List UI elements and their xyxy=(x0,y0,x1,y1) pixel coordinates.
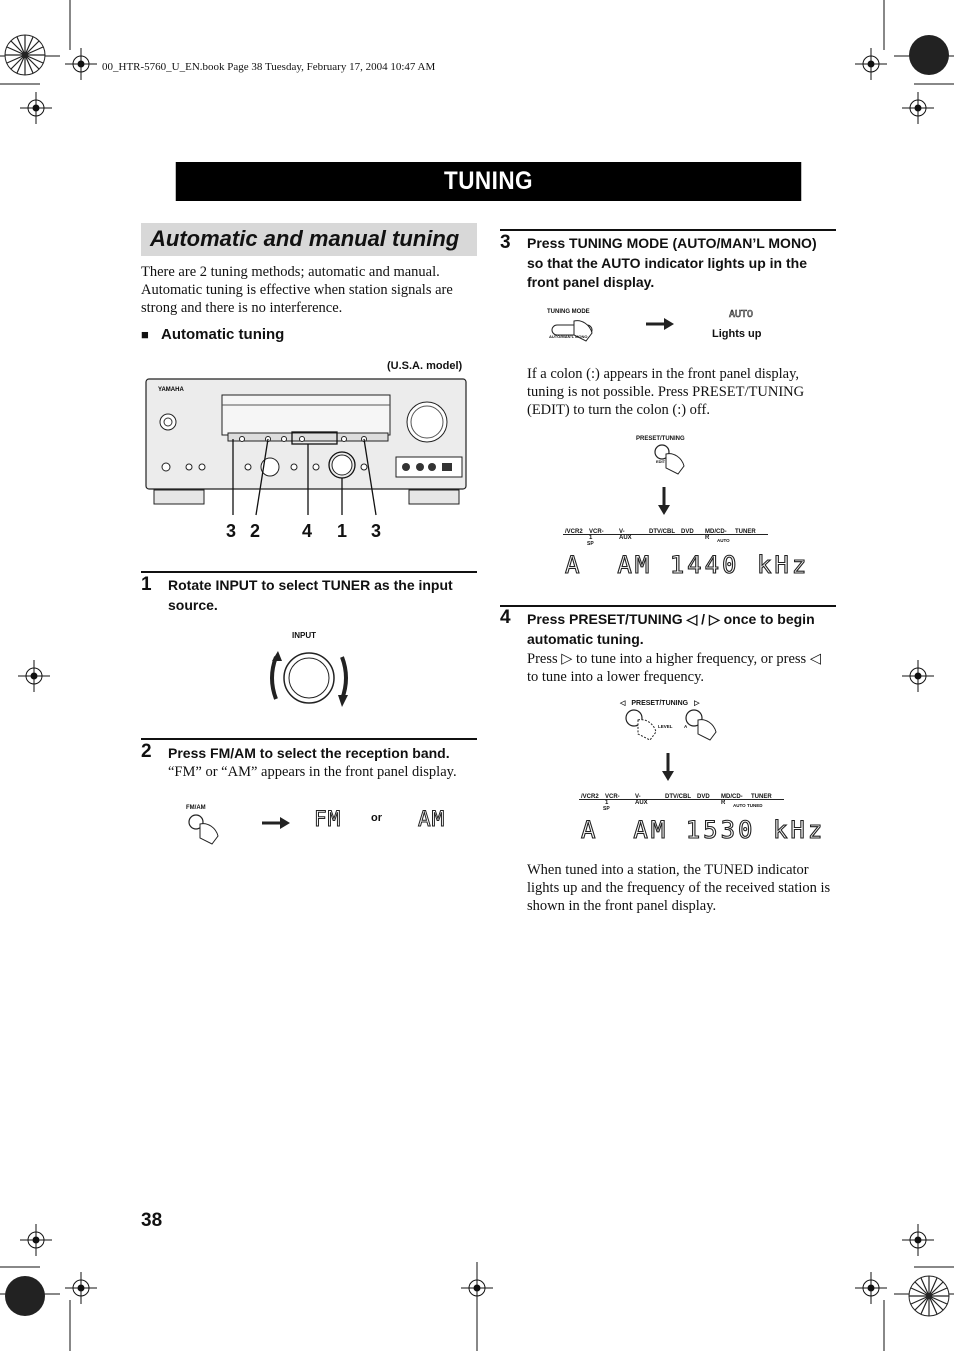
subsection-title: Automatic tuning xyxy=(161,326,285,343)
step-2-rule xyxy=(141,738,477,740)
indicator-dtvcbl: DTV/CBL xyxy=(665,794,691,800)
preset-tuning-buttons-press-icon xyxy=(622,706,726,746)
tuning-mode-button-press-icon xyxy=(552,315,598,347)
indicator-vcr2: /VCR2 xyxy=(565,529,583,535)
figure-label: (U.S.A. model) xyxy=(387,360,463,372)
right-triangle-icon: ▷ xyxy=(708,611,720,627)
tuned-indicator: TUNED xyxy=(747,803,763,808)
step-1-number: 1 xyxy=(141,574,152,595)
front-panel-display-1440 xyxy=(563,529,810,581)
step-4-rule xyxy=(500,605,836,607)
arrow-down-icon xyxy=(661,753,675,783)
receiver-front-panel xyxy=(144,377,469,512)
indicator-dvd: DVD xyxy=(697,794,710,800)
indicator-tuner: TUNER xyxy=(751,794,772,800)
step-4-heading xyxy=(527,610,832,649)
frequency-readout: A AM 1530 kHz xyxy=(581,816,826,844)
fm-am-button-press-icon xyxy=(186,812,226,848)
step-4-text: Press ▷ to tune into a higher frequency, or press ◁ to tune into a lower frequency. xyxy=(527,651,821,685)
step-2-number: 2 xyxy=(141,741,152,762)
left-triangle-icon: ◁ xyxy=(686,611,698,627)
arrow-down-icon xyxy=(657,487,671,517)
page-number: 38 xyxy=(141,1210,163,1231)
right-triangle-icon: ▷ xyxy=(694,700,700,707)
receiver-brand: YAMAHA xyxy=(158,387,184,393)
indicator-mdcdr: MD/CD-R xyxy=(705,529,727,541)
preset-tuning-label-2: PRESET/TUNING xyxy=(631,700,689,707)
step-2-heading: Press FM/AM to select the reception band. xyxy=(168,745,450,761)
display-fm: FM xyxy=(314,807,342,831)
indicator-mdcdr: MD/CD-R xyxy=(721,794,743,806)
callout-4: 4 xyxy=(302,521,313,541)
sp-indicator: SP xyxy=(603,806,610,812)
step-2-text: “FM” or “AM” appears in the front panel display. xyxy=(168,764,457,780)
book-header-line: 00_HTR-5760_U_EN.book Page 38 Tuesday, February 17, 2004 10:47 AM xyxy=(102,61,436,73)
step-3-text: If a colon (:) appears in the front panel display, tuning is not possible. Press PRESET/TUNING (EDIT) to turn the colon (:) off. xyxy=(527,366,805,418)
step-1-heading: Rotate INPUT to select TUNER as the input source. xyxy=(168,577,453,613)
sp-indicator: SP xyxy=(587,541,594,547)
tuning-mode-label: TUNING MODE xyxy=(547,309,590,315)
closing-text: When tuned into a station, the TUNED indicator lights up and the frequency of the received station is shown in the front panel display. xyxy=(527,862,831,914)
input-knob-icon xyxy=(266,645,356,715)
intro-text: There are 2 tuning methods; automatic and manual. Automatic tuning is effective when station signals are strong and there is no interference. xyxy=(141,264,453,316)
indicator-vcr1: VCR-1 xyxy=(605,794,620,806)
step-1-rule xyxy=(141,571,477,573)
level-sublabel: LEVEL xyxy=(658,724,673,729)
edit-sublabel: EDIT xyxy=(656,459,666,464)
callout-1: 1 xyxy=(337,521,348,541)
callout-3-left: 3 xyxy=(226,521,237,541)
frequency-readout: A AM 1440 kHz xyxy=(565,551,810,579)
indicator-dvd: DVD xyxy=(681,529,694,535)
step-3-heading: Press TUNING MODE (AUTO/MAN’L MONO) so that the AUTO indicator lights up in the front panel display. xyxy=(527,235,817,290)
a-sublabel: A xyxy=(684,724,688,729)
tuning-mode-sublabel: AUTO/MAN’L MONO xyxy=(549,334,588,339)
slash: / xyxy=(697,611,709,627)
indicator-dtvcbl: DTV/CBL xyxy=(649,529,675,535)
step-3-number: 3 xyxy=(500,232,511,253)
callout-2: 2 xyxy=(250,521,261,541)
page-title: TUNING xyxy=(176,162,802,201)
square-bullet-icon: ■ xyxy=(141,327,149,342)
indicator-tuner: TUNER xyxy=(735,529,756,535)
arrow-right-icon xyxy=(262,817,292,829)
auto-display-indicator: AUTO xyxy=(717,538,730,543)
section-title: Automatic and manual tuning xyxy=(150,226,460,251)
display-am: AM xyxy=(418,807,446,831)
indicator-vaux: V-AUX xyxy=(619,529,632,541)
indicator-vcr1: VCR-1 xyxy=(589,529,604,541)
step-4-number: 4 xyxy=(500,607,511,628)
indicator-vaux: V-AUX xyxy=(635,794,648,806)
callout-3-right: 3 xyxy=(371,521,382,541)
auto-display-indicator: AUTO xyxy=(733,803,746,808)
auto-indicator: AUTO xyxy=(729,309,754,320)
preset-tuning-label: PRESET/TUNING xyxy=(636,436,685,442)
arrow-right-icon xyxy=(646,318,676,330)
step-4-heading-post: once to begin automatic tuning. xyxy=(527,611,815,647)
input-knob-label: INPUT xyxy=(292,631,316,640)
fm-am-label: FM/AM xyxy=(186,805,206,811)
left-triangle-icon: ◁ xyxy=(620,700,626,707)
front-panel-display-1530 xyxy=(579,794,826,846)
indicator-vcr2: /VCR2 xyxy=(581,794,599,800)
subsection-heading xyxy=(141,326,284,343)
step-4-heading-pre: Press PRESET/TUNING xyxy=(527,611,683,627)
step-3-rule xyxy=(500,229,836,231)
or-label: or xyxy=(371,812,382,824)
lights-up-label: Lights up xyxy=(712,328,762,340)
